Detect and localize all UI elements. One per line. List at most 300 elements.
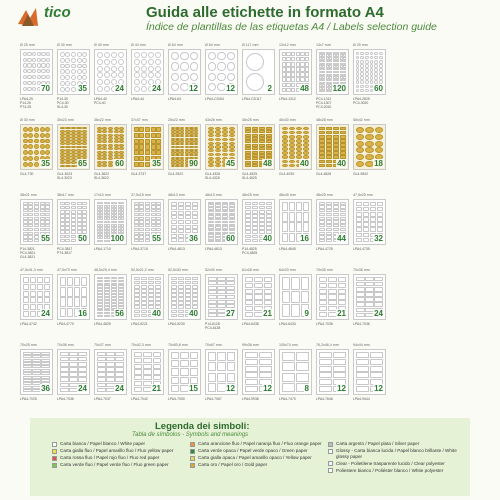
label-sheet-card[interactable] bbox=[242, 45, 276, 111]
product-codes: LPA4-7037 bbox=[94, 397, 111, 401]
label-shape bbox=[319, 143, 326, 147]
label-shape bbox=[289, 151, 296, 155]
label-shape bbox=[329, 60, 332, 62]
label-shape bbox=[37, 52, 41, 56]
labels-per-sheet-count: 44 bbox=[337, 234, 346, 243]
label-shape bbox=[259, 366, 272, 372]
label-shape bbox=[171, 305, 178, 309]
label-shape bbox=[289, 233, 295, 242]
label-shape bbox=[153, 358, 162, 363]
label-shape bbox=[46, 75, 50, 79]
label-sheet-card[interactable] bbox=[279, 45, 313, 111]
label-sheet-card[interactable] bbox=[168, 195, 202, 261]
label-shape bbox=[185, 225, 191, 229]
label-shape bbox=[296, 77, 300, 82]
label-shape bbox=[82, 52, 87, 57]
sheet-preview bbox=[205, 199, 238, 245]
label-shape bbox=[282, 57, 286, 62]
label-sheet-card[interactable] bbox=[205, 45, 239, 111]
label-shape bbox=[100, 240, 103, 243]
product-codes: LPA4-1710 bbox=[94, 247, 111, 251]
label-shape bbox=[104, 86, 110, 92]
label-shape bbox=[319, 228, 326, 231]
label-shape bbox=[32, 75, 36, 79]
label-shape bbox=[65, 146, 70, 149]
legend-item bbox=[52, 448, 184, 454]
label-sheet-card[interactable] bbox=[131, 195, 165, 261]
label-sheet-card[interactable] bbox=[94, 120, 128, 186]
label-shape bbox=[148, 289, 155, 293]
label-shape bbox=[77, 58, 82, 63]
label-shape bbox=[291, 88, 295, 93]
label-sheet-card[interactable] bbox=[131, 45, 165, 111]
label-dimension: Ø 117 mm bbox=[242, 43, 259, 47]
label-shape bbox=[377, 207, 383, 212]
label-shape bbox=[28, 144, 33, 149]
labels-per-sheet-count: 36 bbox=[189, 234, 198, 243]
label-shape bbox=[194, 146, 198, 148]
label-shape bbox=[264, 289, 273, 294]
labels-per-sheet-count: 21 bbox=[337, 309, 346, 318]
label-sheet-card[interactable] bbox=[168, 270, 202, 336]
label-shape bbox=[333, 147, 340, 151]
label-shape bbox=[71, 58, 76, 63]
label-shape bbox=[45, 139, 50, 144]
label-shape bbox=[245, 222, 252, 226]
label-shape bbox=[171, 297, 178, 301]
label-shape bbox=[365, 292, 374, 297]
label-shape bbox=[151, 144, 156, 149]
label-shape bbox=[296, 147, 303, 151]
label-sheet-card[interactable] bbox=[316, 195, 350, 261]
label-sheet-card[interactable] bbox=[94, 195, 128, 261]
label-shape bbox=[180, 165, 184, 167]
label-shape bbox=[60, 142, 65, 145]
label-sheet-card[interactable] bbox=[57, 120, 91, 186]
label-shape bbox=[340, 213, 347, 216]
label-shape bbox=[23, 372, 32, 375]
label-shape bbox=[375, 127, 384, 133]
label-shape bbox=[215, 210, 222, 212]
label-shape bbox=[296, 131, 303, 135]
label-shape bbox=[282, 151, 289, 155]
label-shape bbox=[356, 127, 365, 133]
label-shape bbox=[185, 154, 189, 156]
label-shape bbox=[30, 277, 36, 283]
label-row bbox=[20, 345, 480, 411]
label-shape bbox=[266, 226, 273, 230]
label-shape bbox=[254, 300, 263, 305]
label-sheet-card[interactable] bbox=[279, 270, 313, 336]
label-shape bbox=[215, 153, 222, 156]
label-shape bbox=[333, 127, 340, 131]
label-sheet-card[interactable] bbox=[279, 195, 313, 261]
label-shape bbox=[226, 277, 235, 281]
label-shape bbox=[134, 293, 141, 297]
label-shape bbox=[74, 287, 80, 296]
legend-text: Poliestere bianco / Poliéster blanco / White polyester bbox=[336, 467, 444, 473]
label-shape bbox=[134, 228, 139, 231]
label-shape bbox=[356, 313, 365, 318]
label-shape bbox=[102, 157, 107, 160]
label-sheet-card[interactable] bbox=[279, 120, 313, 186]
color-swatch-icon bbox=[190, 449, 195, 454]
sheet-preview bbox=[353, 274, 386, 320]
label-dimension: 70x42,3 mm bbox=[131, 343, 151, 347]
label-shape bbox=[44, 297, 50, 303]
label-shape bbox=[156, 133, 161, 138]
label-shape bbox=[97, 277, 104, 280]
label-sheet-card[interactable] bbox=[316, 345, 350, 411]
label-shape bbox=[71, 202, 76, 206]
legend-text: Carta rossa fluo / Papel rojo fluo / Fluo red paper bbox=[60, 455, 160, 460]
label-shape bbox=[291, 62, 295, 67]
label-sheet-card[interactable] bbox=[279, 345, 313, 411]
label-shape bbox=[217, 277, 226, 281]
label-shape bbox=[180, 146, 184, 148]
label-shape bbox=[60, 239, 65, 243]
label-sheet-card[interactable] bbox=[242, 120, 276, 186]
label-sheet-card[interactable] bbox=[168, 345, 202, 411]
label-shape bbox=[252, 210, 259, 214]
label-shape bbox=[141, 293, 148, 297]
label-shape bbox=[286, 88, 290, 93]
label-sheet-card[interactable] bbox=[353, 345, 387, 411]
label-shape bbox=[282, 83, 286, 88]
product-codes: GL4-4030 bbox=[279, 172, 295, 176]
label-shape bbox=[374, 287, 383, 292]
label-shape bbox=[303, 151, 310, 155]
label-shape bbox=[114, 140, 119, 143]
label-shape bbox=[148, 281, 155, 285]
label-sheet-card[interactable] bbox=[57, 345, 91, 411]
label-shape bbox=[226, 304, 235, 308]
label-shape bbox=[65, 81, 70, 86]
label-dimension: 70x36 mm bbox=[353, 268, 370, 272]
product-codes: LPA4-40 PC4-40 bbox=[94, 97, 107, 105]
label-shape bbox=[106, 357, 115, 362]
label-shape bbox=[374, 292, 383, 297]
label-shape bbox=[356, 372, 369, 378]
label-shape bbox=[370, 217, 376, 222]
label-shape bbox=[180, 135, 184, 137]
label-shape bbox=[222, 134, 229, 137]
label-shape bbox=[291, 277, 299, 290]
label-shape bbox=[303, 202, 309, 211]
label-sheet-card[interactable] bbox=[316, 45, 350, 111]
label-shape bbox=[245, 289, 254, 294]
label-shape bbox=[34, 144, 39, 149]
label-sheet-card[interactable] bbox=[168, 120, 202, 186]
label-shape bbox=[208, 164, 215, 167]
legend-text: Carta oro / Papel oro / Gold paper bbox=[198, 462, 268, 467]
label-shape bbox=[155, 72, 161, 78]
label-shape bbox=[190, 73, 198, 81]
label-shape bbox=[356, 386, 369, 392]
label-shape bbox=[151, 209, 156, 212]
label-shape bbox=[151, 224, 156, 227]
label-sheet-card[interactable] bbox=[205, 120, 239, 186]
label-shape bbox=[282, 88, 286, 93]
labels-per-sheet-count: 40 bbox=[300, 159, 309, 168]
label-shape bbox=[28, 139, 33, 144]
label-shape bbox=[185, 285, 192, 289]
label-sheet-card[interactable] bbox=[205, 345, 239, 411]
label-shape bbox=[171, 165, 175, 167]
label-shape bbox=[208, 304, 217, 308]
product-codes: LPA4-3715 bbox=[131, 247, 148, 251]
label-shape bbox=[296, 143, 303, 147]
label-sheet-card[interactable] bbox=[57, 45, 91, 111]
label-shape bbox=[148, 59, 154, 65]
label-shape bbox=[139, 127, 144, 132]
label-shape bbox=[266, 218, 273, 222]
label-dimension: 48x13 mm bbox=[168, 193, 185, 197]
label-shape bbox=[215, 164, 222, 167]
sheet-preview bbox=[205, 124, 238, 170]
label-shape bbox=[28, 133, 33, 138]
sheet-preview bbox=[279, 349, 312, 395]
label-shape bbox=[178, 277, 185, 281]
label-dimension: Ø 64 mm bbox=[168, 43, 183, 47]
label-sheet-card[interactable] bbox=[20, 195, 54, 261]
label-shape bbox=[77, 75, 82, 80]
label-shape bbox=[171, 285, 178, 289]
label-shape bbox=[23, 87, 27, 91]
labels-per-sheet-count: 21 bbox=[152, 384, 161, 393]
color-swatch-icon bbox=[52, 442, 57, 447]
label-shape bbox=[296, 135, 303, 139]
label-sheet-card[interactable] bbox=[168, 45, 202, 111]
label-shape bbox=[27, 63, 31, 67]
label-shape bbox=[356, 147, 365, 153]
logo-text: tico bbox=[44, 4, 71, 21]
label-dimension: 37,5x15 mm bbox=[131, 193, 151, 197]
labels-per-sheet-count: 120 bbox=[332, 84, 346, 93]
label-shape bbox=[370, 76, 374, 80]
label-sheet-card[interactable] bbox=[57, 195, 91, 261]
sheet-preview bbox=[94, 274, 127, 320]
label-shape bbox=[365, 277, 374, 282]
label-shape bbox=[252, 230, 259, 234]
label-shape bbox=[45, 144, 50, 149]
label-sheet-card[interactable] bbox=[94, 345, 128, 411]
label-shape bbox=[185, 206, 191, 210]
label-sheet-card[interactable] bbox=[131, 270, 165, 336]
label-shape bbox=[226, 281, 235, 285]
label-shape bbox=[245, 306, 254, 311]
sheet-preview bbox=[205, 274, 238, 320]
label-shape bbox=[114, 130, 119, 133]
label-shape bbox=[356, 282, 365, 287]
sheet-preview bbox=[316, 274, 349, 320]
label-shape bbox=[289, 143, 296, 147]
label-shape bbox=[97, 388, 106, 393]
label-shape bbox=[69, 352, 78, 357]
page-title: Guida alle etichette in formato A4 bbox=[146, 4, 384, 21]
label-shape bbox=[282, 147, 289, 151]
label-sheet-card[interactable] bbox=[242, 195, 276, 261]
label-shape bbox=[333, 359, 346, 365]
label-sheet-card[interactable] bbox=[20, 120, 54, 186]
label-dimension: 70x50,8 mm bbox=[168, 343, 188, 347]
label-sheet-card[interactable] bbox=[242, 270, 276, 336]
label-shape bbox=[370, 202, 376, 207]
label-shape bbox=[32, 58, 36, 62]
label-sheet-card[interactable] bbox=[131, 345, 165, 411]
label-shape bbox=[104, 79, 110, 85]
label-shape bbox=[208, 313, 217, 317]
label-shape bbox=[365, 56, 369, 60]
label-shape bbox=[282, 202, 288, 211]
label-sheet-card[interactable] bbox=[353, 195, 387, 261]
label-shape bbox=[370, 68, 374, 72]
label-shape bbox=[252, 239, 259, 243]
label-shape bbox=[44, 277, 50, 283]
label-sheet-card[interactable] bbox=[94, 45, 128, 111]
label-shape bbox=[282, 72, 286, 77]
label-shape bbox=[100, 221, 103, 224]
labels-per-sheet-count: 24 bbox=[374, 309, 383, 318]
label-shape bbox=[365, 302, 374, 307]
color-swatch-icon bbox=[52, 456, 57, 461]
header bbox=[146, 4, 486, 33]
label-shape bbox=[326, 139, 333, 143]
labels-per-sheet-count: 50 bbox=[78, 234, 87, 243]
label-shape bbox=[208, 138, 215, 141]
label-dimension: 47,5x41,3 mm bbox=[20, 268, 43, 272]
label-shape bbox=[156, 213, 161, 216]
label-sheet-card[interactable] bbox=[353, 270, 387, 336]
label-dimension: 70x36 mm bbox=[57, 343, 74, 347]
sheet-preview bbox=[242, 349, 275, 395]
label-shape bbox=[370, 64, 374, 68]
label-shape bbox=[333, 151, 340, 155]
label-shape bbox=[227, 362, 235, 371]
label-shape bbox=[365, 89, 369, 93]
label-shape bbox=[108, 164, 113, 167]
label-shape bbox=[41, 69, 45, 73]
label-shape bbox=[180, 52, 188, 60]
label-sheet-card[interactable] bbox=[205, 270, 239, 336]
label-sheet-card[interactable] bbox=[316, 120, 350, 186]
label-shape bbox=[192, 215, 198, 219]
label-shape bbox=[171, 301, 178, 305]
label-shape bbox=[45, 228, 50, 231]
label-sheet-card[interactable] bbox=[20, 45, 54, 111]
label-shape bbox=[119, 147, 124, 150]
label-shape bbox=[65, 69, 70, 74]
label-shape bbox=[97, 280, 104, 283]
label-shape bbox=[82, 206, 87, 210]
label-sheet-card[interactable] bbox=[20, 270, 54, 336]
label-shape bbox=[229, 210, 236, 212]
label-shape bbox=[178, 220, 184, 224]
label-shape bbox=[379, 76, 383, 80]
sheet-preview bbox=[20, 49, 53, 95]
label-shape bbox=[370, 372, 383, 378]
label-shape bbox=[23, 75, 27, 79]
label-shape bbox=[208, 352, 216, 361]
label-shape bbox=[178, 238, 184, 242]
label-shape bbox=[76, 146, 81, 149]
label-shape bbox=[296, 362, 309, 371]
label-sheet-card[interactable] bbox=[131, 120, 165, 186]
label-sheet-card[interactable] bbox=[205, 195, 239, 261]
label-shape bbox=[328, 289, 337, 294]
label-shape bbox=[217, 300, 226, 304]
label-sheet-card[interactable] bbox=[20, 345, 54, 411]
label-shape bbox=[301, 291, 309, 304]
label-sheet-card[interactable] bbox=[316, 270, 350, 336]
label-shape bbox=[264, 300, 273, 305]
label-shape bbox=[227, 373, 235, 382]
label-shape bbox=[23, 239, 28, 242]
label-shape bbox=[71, 206, 76, 210]
sheet-preview bbox=[168, 49, 201, 95]
label-shape bbox=[23, 69, 27, 73]
label-shape bbox=[23, 311, 29, 317]
label-sheet-card[interactable] bbox=[57, 270, 91, 336]
label-shape bbox=[134, 72, 140, 78]
label-shape bbox=[245, 147, 252, 150]
sheet-preview bbox=[242, 274, 275, 320]
label-shape bbox=[365, 85, 369, 89]
label-shape bbox=[185, 220, 191, 224]
labels-per-sheet-count: 16 bbox=[78, 309, 87, 318]
label-shape bbox=[156, 144, 161, 149]
label-shape bbox=[282, 131, 289, 135]
label-shape bbox=[41, 355, 50, 358]
label-shape bbox=[266, 202, 273, 206]
label-sheet-card[interactable] bbox=[353, 120, 387, 186]
label-shape bbox=[319, 306, 328, 311]
label-shape bbox=[34, 139, 39, 144]
label-shape bbox=[141, 86, 147, 92]
label-sheet-card[interactable] bbox=[94, 270, 128, 336]
label-shape bbox=[139, 144, 144, 149]
label-shape bbox=[74, 277, 80, 286]
label-shape bbox=[266, 130, 273, 133]
label-shape bbox=[145, 162, 150, 167]
label-shape bbox=[338, 300, 347, 305]
label-sheet-card[interactable] bbox=[242, 345, 276, 411]
label-shape bbox=[141, 301, 148, 305]
label-shape bbox=[115, 357, 124, 362]
label-shape bbox=[286, 72, 290, 77]
product-codes: LPA4-1312 bbox=[279, 97, 296, 101]
label-shape bbox=[97, 86, 103, 92]
label-shape bbox=[102, 140, 107, 143]
label-shape bbox=[245, 372, 258, 378]
label-shape bbox=[134, 352, 143, 357]
label-shape bbox=[217, 286, 226, 290]
label-shape bbox=[178, 211, 184, 215]
labels-per-sheet-count: 24 bbox=[115, 384, 124, 393]
label-shape bbox=[171, 277, 178, 281]
label-shape bbox=[78, 352, 87, 357]
label-shape bbox=[222, 153, 229, 156]
label-shape bbox=[227, 73, 235, 81]
label-shape bbox=[356, 302, 365, 307]
label-shape bbox=[97, 362, 106, 367]
label-shape bbox=[370, 366, 383, 372]
label-shape bbox=[148, 66, 154, 72]
labels-per-sheet-count: 24 bbox=[152, 84, 161, 93]
label-sheet-card[interactable] bbox=[353, 45, 387, 111]
labels-per-sheet-count: 32 bbox=[374, 234, 383, 243]
label-shape bbox=[46, 52, 50, 56]
